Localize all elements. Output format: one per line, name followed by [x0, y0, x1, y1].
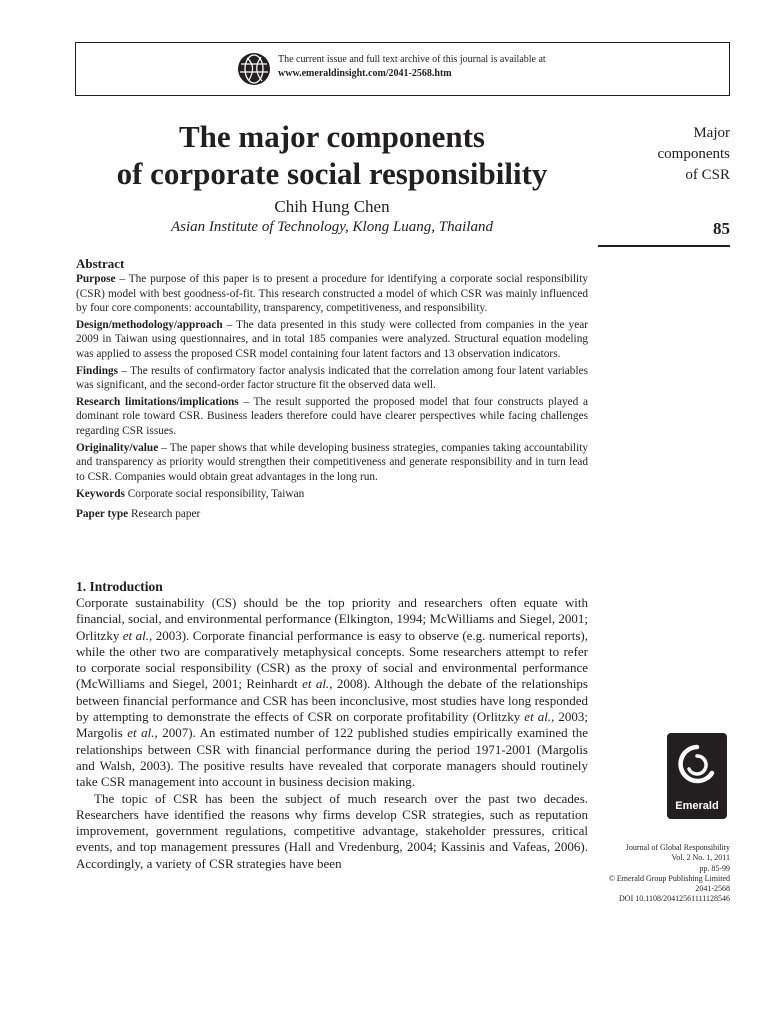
- journal-info: [580, 843, 730, 905]
- journal-doi: DOI 10.1108/20412561111128546: [619, 894, 730, 904]
- running-head-line-1: Major: [693, 125, 730, 141]
- journal-name: Journal of Global Responsibility: [625, 843, 730, 852]
- abstract-originality: [76, 441, 588, 485]
- paper-title: [76, 118, 588, 192]
- abstract-paper-type: [76, 507, 588, 522]
- journal-url-link[interactable]: www.emeraldinsight.com/2041-2568.htm: [278, 68, 452, 79]
- running-head-line-2: components: [657, 146, 730, 162]
- emerald-logo-text: Emerald: [675, 800, 719, 812]
- title-line-1: The major components: [179, 119, 485, 154]
- limitations-text: – The result supported the proposed model that four constructs played a dominant role toward CSR. Business leaders therefore could have clearer perspectives while facing challenges regarding CSR issues.: [76, 395, 588, 437]
- running-head-line-3: of CSR: [685, 167, 730, 183]
- paper-type-label: Paper type: [76, 507, 129, 520]
- intro-paragraph-1: [76, 595, 588, 791]
- journal-issn: 2041-2568: [695, 884, 730, 894]
- intro-p1-etal-4: et al.: [127, 725, 155, 741]
- abstract-keywords: [76, 487, 588, 502]
- intro-p1-etal-2: et al.: [302, 676, 330, 692]
- author-affiliation: Asian Institute of Technology, Klong Luang, Thailand: [171, 219, 493, 235]
- intro-p1-etal-1: et al.: [122, 627, 149, 643]
- abstract-heading: Abstract: [76, 256, 125, 271]
- abstract-section: [76, 255, 588, 524]
- intro-p1-text-g: , 2003; Margolis: [76, 709, 588, 741]
- title-line-2: of corporate social responsibility: [116, 156, 548, 191]
- purpose-label: Purpose: [76, 273, 116, 285]
- paper-type-text: Research paper: [128, 507, 201, 520]
- abstract-purpose: [76, 272, 588, 316]
- keywords-text: Corporate social responsibility, Taiwan: [124, 488, 305, 501]
- emerald-logo-icon: [667, 733, 727, 819]
- intro-p1-etal-3: et al.: [524, 709, 552, 725]
- intro-paragraph-2: The topic of CSR has been the subject of much research over the past two decades. Researchers have identified the reasons why firms develop CSR strategies, such as reputation improvement, government regulations, competitive advantage, stakeholder pressures, critical events, and top management pressures (Hall and Vredenburg, 2004; Kassinis and Vafeas, 2006). Accordingly, a variety of CSR strategies have been: [76, 790, 588, 871]
- globe-icon: [237, 52, 271, 86]
- banner-availability-text: The current issue and full text archive of this journal is available at: [278, 54, 546, 65]
- limitations-label: Research limitations/implications: [76, 395, 239, 408]
- abstract-findings: [76, 364, 588, 393]
- page-number: 85: [713, 219, 730, 238]
- design-label: Design/methodology/approach: [76, 318, 223, 331]
- journal-access-banner: [75, 42, 730, 96]
- introduction-heading: 1. Introduction: [76, 579, 163, 594]
- journal-pages: pp. 85-99: [699, 863, 730, 873]
- introduction-section: [76, 578, 588, 872]
- journal-volume: Vol. 2 No. 1, 2011: [671, 853, 730, 863]
- design-text: – The data presented in this study were collected from companies in the year 2009 in Taiwan using questionnaires, and in total 185 companies were analyzed. Structural equation modeling was applied to assess the proposed CSR model containing four latent factors and 13 observation indicators.: [76, 318, 588, 360]
- intro-p1-text-a: Corporate sustainability (CS) should be the top priority and researchers often equate with financial, social, and environmental performance (Elkington, 1994; McWilliams and Siegel, 2001; Orlitzky: [76, 595, 588, 643]
- originality-label: Originality/value: [76, 441, 159, 454]
- intro-p1-text-e: , 2008). Although the debate of the relationships between financial performance and CSR has been inconclusive, most studies have long responded by attempting to demonstrate the effects of CSR on corporate profitability (Orlitzky: [76, 676, 588, 725]
- originality-text: – The paper shows that while developing business strategies, companies taking accountability and transparency as priority would strengthen their competitiveness and generate responsibility and in turn lead to CSR. Companies would obtain great advantages in the long run.: [76, 441, 588, 483]
- banner-text: [278, 53, 546, 81]
- findings-text: – The results of confirmatory factor analysis indicated that the correlation among four latent variables was significant, and the second-order factor structure fit the observed data well.: [76, 364, 588, 392]
- intro-p1-text-i: , 2007). An estimated number of 122 published studies empirically examined the relationships between CSR with financial performance during the period 1971-2001 (Margolis and Walsh, 2003). The positive results have revealed that corporate managers should routinely take CSR management into account in business decision making.: [76, 725, 588, 790]
- findings-label: Findings: [76, 364, 119, 377]
- journal-copyright: © Emerald Group Publishing Limited: [608, 873, 730, 883]
- keywords-label: Keywords: [76, 488, 125, 501]
- abstract-limitations: [76, 395, 588, 439]
- running-head: [598, 123, 730, 186]
- purpose-text: – The purpose of this paper is to present a procedure for identifying a corporate social responsibility (CSR) model with best goodness-of-fit. This research constructed a model of which CSR was mainly influenced by four core components: accountability, transparency, competitiveness, and responsibility.: [76, 273, 588, 315]
- abstract-design: [76, 318, 588, 362]
- intro-p1-text-c: , 2003). Corporate financial performance is easy to observe (e.g. numerical reports), while the other two are comparatively metaphysical concepts. Some researchers attempt to refer to corporate social responsibility (CSR) as the proxy of social and environmental performance (McWilliams and Siegel, 2001; Reinhardt: [76, 627, 588, 692]
- author-name: Chih Hung Chen: [274, 197, 390, 216]
- margin-rule-divider: [598, 245, 730, 247]
